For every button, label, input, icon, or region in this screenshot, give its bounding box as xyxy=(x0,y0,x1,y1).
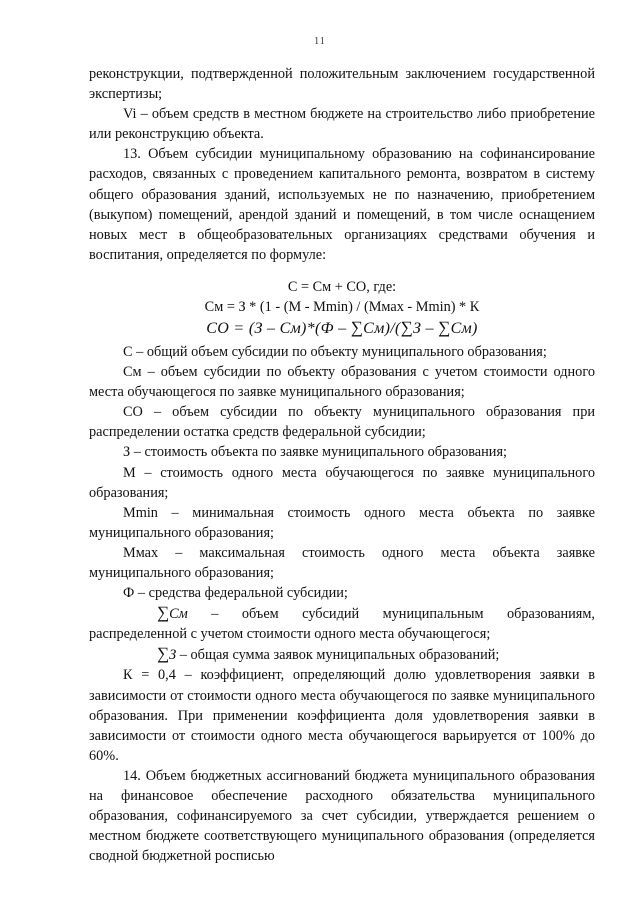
sum-cm-symbol xyxy=(123,603,188,624)
definition-k: К = 0,4 – коэффициент, определяющий долю удовлетворения заявки в зависимости от стоимости одного места обучающегося по заявке муниципального образования. При применении коэффициента доля удовлетворения заявки в зависимости от стоимости одного места обучающегося варьируется от 100% до 60%. xyxy=(89,667,595,764)
sum-symbol: ∑ xyxy=(157,603,170,623)
formula-co-part-b: См)/( xyxy=(363,319,401,337)
definition-sum-cm xyxy=(89,603,595,644)
definition-c: С – общий объем субсидии по объекту муниципального образования; xyxy=(123,343,547,360)
sum-cm-variable: См xyxy=(169,606,188,623)
sum-symbol: ∑ xyxy=(350,317,364,337)
definition-mmin: Мmin – минимальная стоимость одного места объекта по заявке муниципального образования; xyxy=(89,504,595,541)
paragraph-reconstruction: реконструкции, подтвержденной положительным заключением государственной экспертизы; xyxy=(89,66,595,103)
formula-co-part-c: З – xyxy=(413,319,439,337)
definition-sum-cm-text: – объем субсидий муниципальным образованиям, распределенной с учетом стоимости одного места обучающегося; xyxy=(89,606,595,643)
definition-sum-z-text: – общая сумма заявок муниципальных образований; xyxy=(176,647,500,664)
paragraph-13: 13. Объем субсидии муниципальному образованию на софинансирование расходов, связанных с проведением капитального ремонта, возвратом в систему общего образования зданий, используемых не по назначению, приобретением (выкупом) помещений, арендой зданий и помещений, в том числе оснащением новых мест в общеобразовательных организациях средствами обучения и воспитания, определяется по формуле: xyxy=(89,146,595,263)
paragraph-vi-definition: Vi – объем средств в местном бюджете на строительство либо приобретение или реконструкцию объекта. xyxy=(89,106,595,143)
document-body xyxy=(89,64,595,866)
sum-symbol: ∑ xyxy=(157,644,170,664)
definition-f: Ф – средства федеральной субсидии; xyxy=(123,585,348,602)
formula-cm: См = З * (1 - (М - Мmin) / (Ммах - Мmin) * К xyxy=(204,298,480,315)
sum-z-variable: З xyxy=(169,647,177,664)
formula-total: С = См + СО, где: xyxy=(287,278,397,295)
definition-co: СО – объем субсидии по объекту муниципального образования при распределении остатка средств федеральной субсидии; xyxy=(89,404,595,441)
sum-symbol: ∑ xyxy=(438,317,451,337)
definition-sum-z xyxy=(89,644,595,665)
sum-symbol: ∑ xyxy=(400,317,414,337)
sum-z-symbol xyxy=(123,644,176,665)
paragraph-14: 14. Объем бюджетных ассигнований бюджета муниципального образования на финансовое обеспечение расходного обязательства муниципального образования, софинансируемого за счет субсидии, утверждается решением о местном бюджете соответствующего муниципального образования (определяется сводной бюджетной росписью xyxy=(89,767,595,865)
definition-z: З – стоимость объекта по заявке муниципального образования; xyxy=(123,444,508,461)
page-number: 11 xyxy=(314,36,326,47)
definition-mmax: Ммах – максимальная стоимость одного места объекта заявке муниципального образования; xyxy=(89,544,595,581)
definition-m: М – стоимость одного места обучающегося по заявке муниципального образования; xyxy=(89,464,595,501)
formula-co-part-a: СО = (З – См)*(Ф – xyxy=(206,319,351,337)
formula-co-part-d: См) xyxy=(450,319,478,337)
formula-block xyxy=(89,277,595,339)
definition-cm: См – объем субсидии по объекту образования с учетом стоимости одного места обучающегося по заявке муниципального образования; xyxy=(89,364,595,401)
formula-co xyxy=(89,317,595,339)
